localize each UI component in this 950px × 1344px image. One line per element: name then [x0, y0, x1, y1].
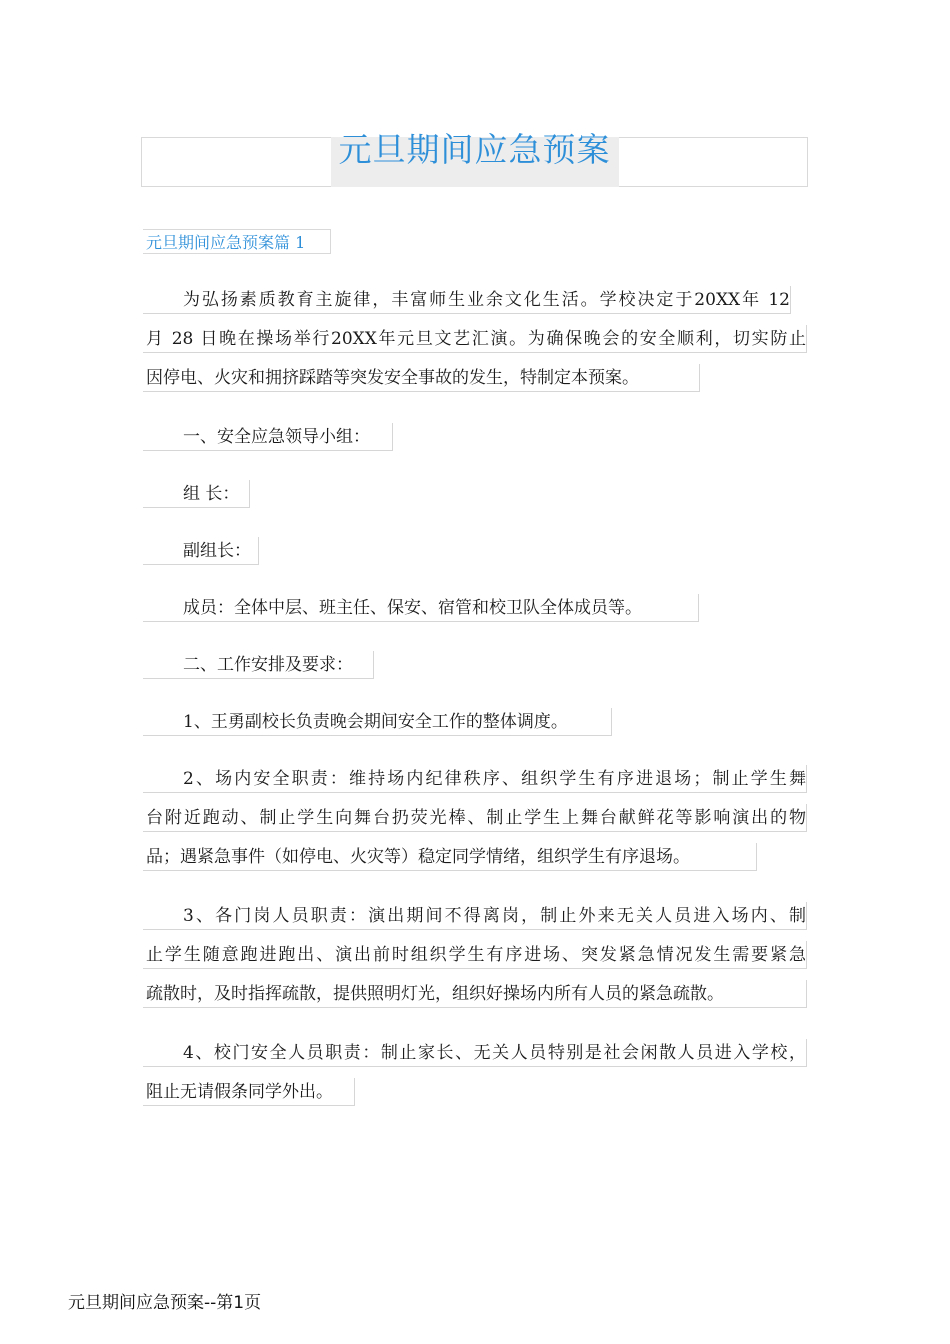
paragraph-line: 组 长：	[143, 480, 250, 508]
paragraph-line: 品；遇紧急事件（如停电、火灾等）稳定同学情绪，组织学生有序退场。	[143, 843, 757, 871]
paragraph-deputy	[143, 537, 259, 576]
paragraph-line: 台附近跑动、制止学生向舞台扔荧光棒、制止学生上舞台献鲜花等影响演出的物	[143, 804, 807, 832]
paragraph-line: 副组长：	[143, 537, 259, 565]
paragraph-line: 因停电、火灾和拥挤踩踏等突发安全事故的发生，特制定本预案。	[143, 364, 700, 392]
paragraph-line: 阻止无请假条同学外出。	[143, 1078, 355, 1106]
paragraph-heading-2	[143, 651, 374, 690]
section-heading: 元旦期间应急预案篇 1	[143, 229, 331, 254]
paragraph-members	[143, 594, 699, 633]
paragraph-line: 一、安全应急领导小组：	[143, 423, 393, 451]
paragraph-line: 成员：全体中层、班主任、保安、宿管和校卫队全体成员等。	[143, 594, 699, 622]
paragraph-item-3	[143, 902, 807, 1019]
paragraph-line: 4、校门安全人员职责：制止家长、无关人员特别是社会闲散人员进入学校，	[143, 1039, 807, 1067]
paragraph-heading-1	[143, 423, 393, 462]
paragraph-leader	[143, 480, 250, 519]
paragraph-intro	[143, 286, 807, 403]
document-title: 元旦期间应急预案	[338, 130, 611, 169]
paragraph-item-4	[143, 1039, 807, 1117]
paragraph-item-1	[143, 708, 612, 747]
paragraph-line: 止学生随意跑进跑出、演出前时组织学生有序进场、突发紧急情况发生需要紧急	[143, 941, 807, 969]
paragraph-item-2	[143, 765, 807, 882]
paragraph-line: 3、各门岗人员职责：演出期间不得离岗，制止外来无关人员进入场内、制	[143, 902, 807, 930]
paragraph-line: 二、工作安排及要求：	[143, 651, 374, 679]
paragraph-line: 2、场内安全职责：维持场内纪律秩序、组织学生有序进退场；制止学生舞	[143, 765, 807, 793]
page-footer: 元旦期间应急预案--第1页	[68, 1293, 262, 1313]
paragraph-line: 为弘扬素质教育主旋律，丰富师生业余文化生活。学校决定于20XX年 12	[143, 286, 791, 314]
paragraph-line: 月 28 日晚在操场举行20XX年元旦文艺汇演。为确保晚会的安全顺利，切实防止	[143, 325, 807, 353]
paragraph-line: 1、王勇副校长负责晚会期间安全工作的整体调度。	[143, 708, 612, 736]
paragraph-line: 疏散时，及时指挥疏散，提供照明灯光，组织好操场内所有人员的紧急疏散。	[143, 980, 807, 1008]
